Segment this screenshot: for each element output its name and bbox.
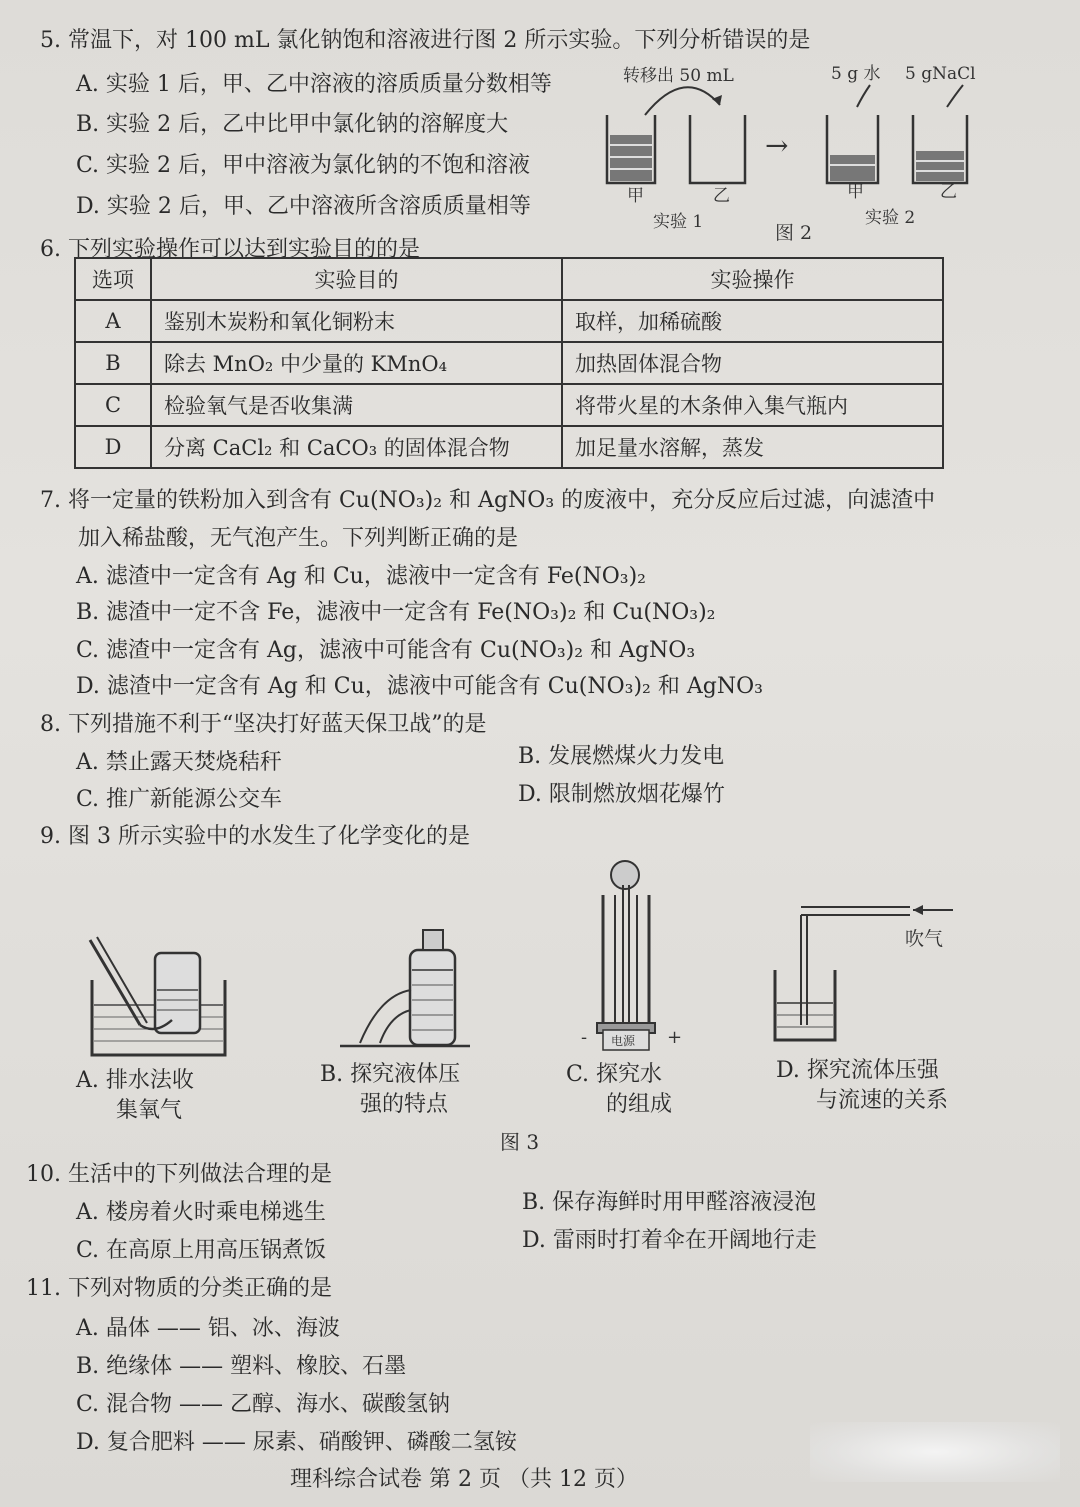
figure-3-c-water-electrolysis [575,855,695,1055]
beaker-yi-exp2 [913,115,967,183]
header-option: 选项 [75,258,151,300]
beaker-jia-exp2 [827,115,878,183]
table-header-row [75,258,943,300]
figure-2-caption: 图 2 [775,222,813,244]
label-exp1: 实验 1 [653,212,704,232]
water-arrow [857,85,870,107]
row-key: A [75,300,151,342]
q8-option-a: A. 禁止露天焚烧秸秆 [76,750,282,775]
beaker-jia-exp1 [607,115,655,183]
salt-arrow [947,85,963,107]
transfer-label: 转移出 50 mL [623,66,734,86]
blow-label: 吹气 [905,928,944,950]
plus-electrode-label: + [667,1027,683,1048]
q11-option-c: C. 混合物 —— 乙醇、海水、碳酸氢钠 [76,1392,451,1417]
q5-option-a: A. 实验 1 后，甲、乙中溶液的溶质质量分数相等 [76,72,552,97]
water-label: 5 g 水 [831,64,881,84]
table-row [75,384,943,426]
minus-electrode-label: - [581,1027,588,1048]
q11-option-b: B. 绝缘体 —— 塑料、橡胶、石墨 [76,1354,407,1379]
row-key: C [75,384,151,426]
transfer-arrow [645,87,720,115]
q9-stem: 9. 图 3 所示实验中的水发生了化学变化的是 [40,824,470,849]
q10-option-d: D. 雷雨时打着伞在开阔地行走 [522,1228,817,1253]
q9-option-b-line1: B. 探究液体压 [320,1062,461,1087]
row-goal: 鉴别木炭粉和氧化铜粉末 [151,300,562,342]
row-goal: 检验氧气是否收集满 [151,384,562,426]
q5-option-c: C. 实验 2 后，甲中溶液为氯化钠的不饱和溶液 [76,153,531,178]
q10-stem: 10. 生活中的下列做法合理的是 [26,1162,332,1187]
q11-option-a: A. 晶体 —— 铝、冰、海波 [76,1316,340,1341]
row-key: B [75,342,151,384]
q7-option-a: A. 滤渣中一定含有 Ag 和 Cu，滤液中一定含有 Fe(NO₃)₂ [76,564,646,589]
label-jia-1: 甲 [627,186,644,206]
figure-3-caption: 图 3 [500,1130,540,1154]
label-yi-2: 乙 [940,182,957,202]
q9-option-d-line2: 与流速的关系 [816,1088,949,1113]
q8-option-c: C. 推广新能源公交车 [76,787,283,812]
q5-stem: 5. 常温下，对 100 mL 氯化钠饱和溶液进行图 2 所示实验。下列分析错误的是 [40,28,811,53]
label-exp2: 实验 2 [865,208,916,228]
transfer-arrowhead [712,95,722,105]
q9-option-a-line1: A. 排水法收 [76,1068,194,1093]
row-goal: 除去 MnO₂ 中少量的 KMnO₄ [151,342,562,384]
q7-option-b: B. 滤渣中一定不含 Fe，滤液中一定含有 Fe(NO₃)₂ 和 Cu(NO₃)₂ [76,600,716,625]
q9-option-c-line1: C. 探究水 [566,1062,663,1087]
row-operation: 取样，加稀硫酸 [562,300,943,342]
q10-option-a: A. 楼房着火时乘电梯逃生 [76,1200,326,1225]
q7-stem-line1: 7. 将一定量的铁粉加入到含有 Cu(NO₃)₂ 和 AgNO₃ 的废液中，充分反应后过滤，向滤渣中 [40,488,936,513]
row-key: D [75,426,151,468]
q6-stem: 6. 下列实验操作可以达到实验目的的是 [40,237,420,262]
row-operation: 加热固体混合物 [562,342,943,384]
q5-option-b: B. 实验 2 后，乙中比甲中氯化钠的溶解度大 [76,112,509,137]
q7-option-c: C. 滤渣中一定含有 Ag，滤液中可能含有 Cu(NO₃)₂ 和 AgNO₃ [76,638,696,663]
figure-3-b-liquid-pressure [335,925,475,1055]
q9-option-a-line2: 集氧气 [116,1098,183,1123]
label-jia-2: 甲 [847,182,864,202]
q8-stem: 8. 下列措施不利于“坚决打好蓝天保卫战”的是 [40,712,487,737]
table-row [75,342,943,384]
label-yi-1: 乙 [713,186,730,206]
salt-label: 5 gNaCl [905,64,976,84]
row-operation: 加足量水溶解，蒸发 [562,426,943,468]
figure-2 [595,55,995,255]
q9-option-d-line1: D. 探究流体压强 [776,1058,939,1083]
watermark-blur [810,1422,1060,1482]
table-row [75,426,943,468]
q8-option-b: B. 发展燃煤火力发电 [518,744,725,769]
q11-stem: 11. 下列对物质的分类正确的是 [26,1276,332,1301]
q10-option-c: C. 在高原上用高压锅煮饭 [76,1238,327,1263]
figure-3-a-oxygen-collection [80,925,240,1065]
figure-3-d-fluid-pressure [765,895,965,1055]
q7-option-d: D. 滤渣中一定含有 Ag 和 Cu，滤液中可能含有 Cu(NO₃)₂ 和 AgNO₃ [76,674,763,699]
q11-option-d: D. 复合肥料 —— 尿素、硝酸钾、磷酸二氢铵 [76,1430,517,1455]
power-source-label: 电源 [611,1034,636,1048]
q7-stem-line2: 加入稀盐酸，无气泡产生。下列判断正确的是 [78,526,519,551]
header-operation: 实验操作 [562,258,943,300]
q9-option-c-line2: 的组成 [606,1092,673,1117]
process-arrow: → [765,129,789,162]
beaker-yi-exp1 [690,115,745,183]
row-goal: 分离 CaCl₂ 和 CaCO₃ 的固体混合物 [151,426,562,468]
q8-option-d: D. 限制燃放烟花爆竹 [518,782,725,807]
q9-option-b-line2: 强的特点 [360,1092,449,1117]
page-footer: 理科综合试卷 第 2 页 （共 12 页） [290,1467,638,1492]
experiment-table [74,257,944,469]
q10-option-b: B. 保存海鲜时用甲醛溶液浸泡 [522,1190,817,1215]
header-goal: 实验目的 [151,258,562,300]
q5-option-d: D. 实验 2 后，甲、乙中溶液所含溶质质量相等 [76,194,531,219]
row-operation: 将带火星的木条伸入集气瓶内 [562,384,943,426]
table-row [75,300,943,342]
